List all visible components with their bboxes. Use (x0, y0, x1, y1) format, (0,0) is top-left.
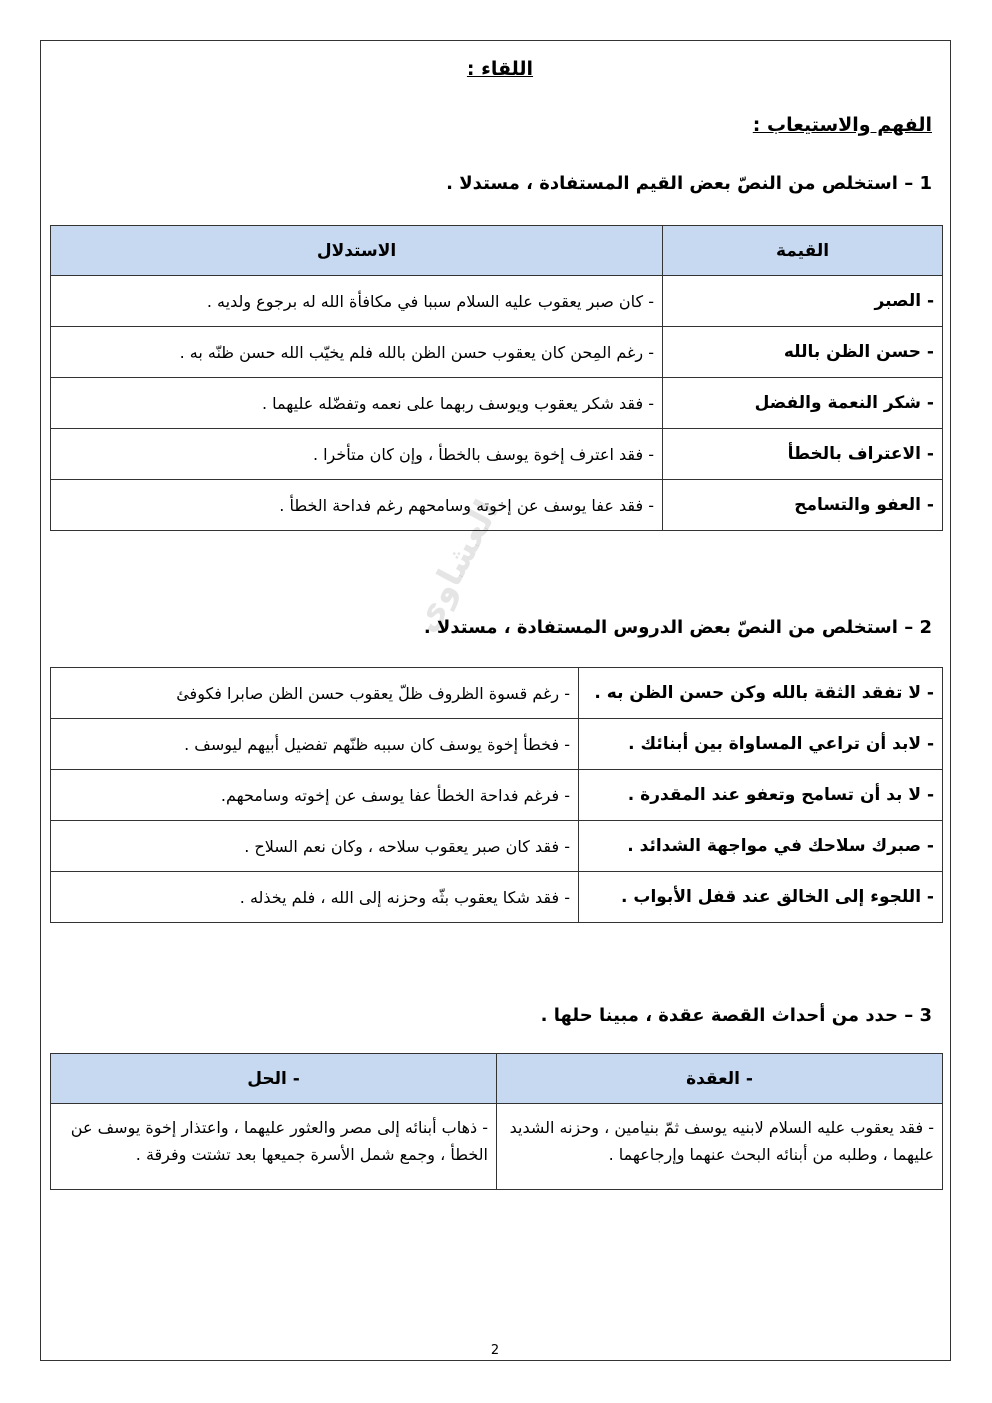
table-row (51, 668, 943, 719)
table-row (51, 327, 943, 378)
value-cell: - العفو والتسامح (663, 480, 943, 531)
evidence-cell: - فقد كان صبر يعقوب سلاحه ، وكان نعم السلاح . (51, 821, 579, 872)
table-row (51, 821, 943, 872)
question-1: 1 – استخلص من النصّ بعض القيم المستفادة ، مستدلا . (446, 173, 932, 194)
table-row (51, 1104, 943, 1190)
lesson-cell: - اللجوء إلى الخالق عند قفل الأبواب . (579, 872, 943, 923)
table-header-row (51, 1054, 943, 1104)
table-header-row (51, 226, 943, 276)
table-row (51, 719, 943, 770)
lesson-cell: - صبرك سلاحك في مواجهة الشدائد . (579, 821, 943, 872)
lesson-cell: - لابد أن تراعي المساواة بين أبنائك . (579, 719, 943, 770)
table-row (51, 872, 943, 923)
page-number: 2 (490, 1343, 500, 1358)
evidence-cell: - فقد عفا يوسف عن إخوته وسامحهم رغم فداحة الخطأ . (51, 480, 663, 531)
col-header-solution: - الحل (51, 1054, 497, 1104)
evidence-cell: - فقد شكر يعقوب ويوسف ربهما على نعمه وتفضّله عليهما . (51, 378, 663, 429)
table-row (51, 276, 943, 327)
watermark: العشاوي (405, 493, 508, 639)
table-row (51, 770, 943, 821)
evidence-cell: - فقد اعترف إخوة يوسف بالخطأ ، وإن كان متأخرا . (51, 429, 663, 480)
col-header-evidence: الاستدلال (51, 226, 663, 276)
page-title: اللقاء : (466, 58, 534, 80)
evidence-cell: - فقد شكا يعقوب بثّه وحزنه إلى الله ، فلم يخذله . (51, 872, 579, 923)
knot-cell: - فقد يعقوب عليه السلام لابنيه يوسف ثمّ بنيامين ، وحزنه الشديد عليهما ، وطلبه من أبنائه البحث عنهما وإرجاعهما . (497, 1104, 943, 1190)
values-table (50, 225, 943, 531)
evidence-cell: - فرغم فداحة الخطأ عفا يوسف عن إخوته وسامحهم. (51, 770, 579, 821)
evidence-cell: - رغم قسوة الظروف ظلّ يعقوب حسن الظن صابرا فكوفئ (51, 668, 579, 719)
col-header-value: القيمة (663, 226, 943, 276)
table-row (51, 378, 943, 429)
question-2: 2 – استخلص من النصّ بعض الدروس المستفادة ، مستدلا . (423, 617, 932, 638)
value-cell: - الاعتراف بالخطأ (663, 429, 943, 480)
col-header-knot: - العقدة (497, 1054, 943, 1104)
evidence-cell: - فخطأ إخوة يوسف كان سببه ظنّهم تفضيل أبيهم ليوسف . (51, 719, 579, 770)
value-cell: - حسن الظن بالله (663, 327, 943, 378)
lessons-table (50, 667, 943, 923)
evidence-cell: - رغم المِحن كان يعقوب حسن الظن بالله فلم يخيّب الله حسن ظنّه به . (51, 327, 663, 378)
lesson-cell: - لا تفقد الثقة بالله وكن حسن الظن به . (579, 668, 943, 719)
solution-cell: - ذهاب أبنائه إلى مصر والعثور عليهما ، واعتذار إخوة يوسف عن الخطأ ، وجمع شمل الأسرة جميعها بعد تشتت وفرقة . (51, 1104, 497, 1190)
section-title: الفهم والاستيعاب : (752, 114, 932, 136)
value-cell: - شكر النعمة والفضل (663, 378, 943, 429)
lesson-cell: - لا بد أن تسامح وتعفو عند المقدرة . (579, 770, 943, 821)
question-3: 3 – حدد من أحداث القصة عقدة ، مبينا حلها . (540, 1005, 932, 1026)
evidence-cell: - كان صبر يعقوب عليه السلام سببا في مكافأة الله له برجوع ولديه . (51, 276, 663, 327)
table-row (51, 429, 943, 480)
plot-table (50, 1053, 943, 1190)
value-cell: - الصبر (663, 276, 943, 327)
